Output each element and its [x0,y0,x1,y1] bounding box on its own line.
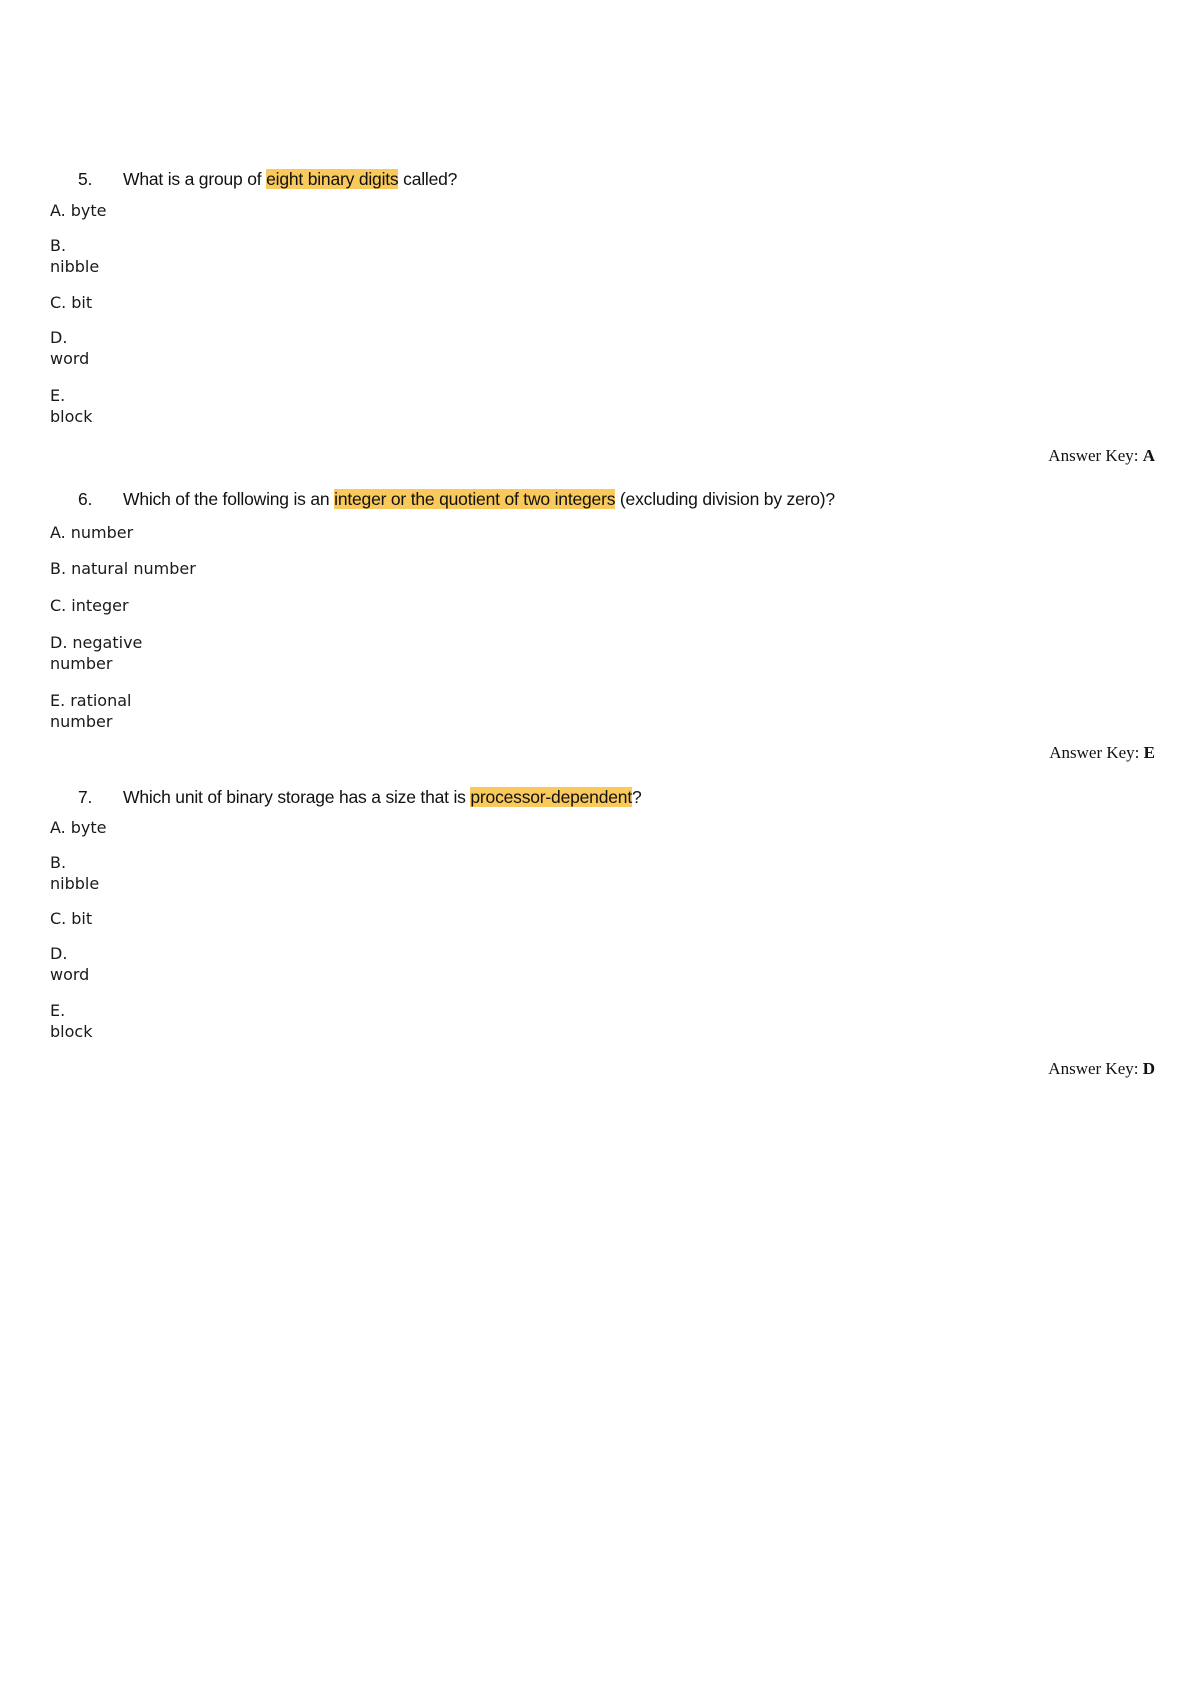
option-text: block [50,1022,93,1041]
question-text-after: called? [398,169,458,189]
option-b [50,235,99,277]
answer-key-label: Answer Key: [1049,743,1144,762]
option-text: bit [71,293,93,312]
option-letter: A. [50,818,66,837]
question-highlight: processor-dependent [470,787,632,807]
question-text-after: ? [631,787,642,807]
option-text: byte [70,201,107,220]
option-letter: E. [50,691,66,710]
option-text: nibble [50,257,100,276]
option-letter: C. [50,909,67,928]
option-letter: B. [50,559,67,578]
option-e [50,385,92,427]
option-text: word [50,965,90,984]
option-letter: A. [50,523,66,542]
option-text: bit [71,909,93,928]
option-d [50,943,89,985]
option-b [50,852,99,894]
option-letter: D. [50,944,68,963]
question-text-before: What is a group of [123,169,267,189]
question-text-before: Which of the following is an [123,489,335,509]
question-highlight: integer or the quotient of two integers [334,489,616,509]
option-text: number [70,523,134,542]
question-text-after: (excluding division by zero)? [615,489,835,509]
question-number: 7. [78,787,93,807]
option-text: word [50,349,90,368]
option-letter: D. [50,328,68,347]
option-text: natural number [71,559,196,578]
question-6-text [78,488,835,510]
option-text: rational number [50,691,132,731]
option-letter: C. [50,293,67,312]
option-a [50,817,107,838]
answer-key-label: Answer Key: [1048,1059,1143,1078]
answer-key-label: Answer Key: [1048,446,1143,465]
option-b [50,558,196,579]
question-highlight: eight binary digits [266,169,399,189]
option-c [50,908,92,929]
option-text: integer [71,596,129,615]
option-letter: A. [50,201,66,220]
answer-key [0,1058,1155,1080]
option-d [50,327,89,369]
option-d [50,632,150,674]
answer-key-value: A [1142,446,1155,465]
question-5-text [78,168,457,190]
option-letter: B. [50,853,67,872]
option-letter: D. [50,633,68,652]
option-text: byte [70,818,107,837]
question-7-text [78,786,642,808]
question-number: 5. [78,169,93,189]
answer-key [0,445,1155,467]
option-c [50,595,129,616]
option-a [50,522,133,543]
answer-key-value: E [1143,743,1155,762]
question-number: 6. [78,489,93,509]
answer-key-value: D [1142,1059,1155,1078]
option-letter: E. [50,1001,66,1020]
answer-key [0,742,1155,764]
option-text: nibble [50,874,100,893]
option-letter: C. [50,596,67,615]
option-text: block [50,407,93,426]
option-letter: E. [50,386,66,405]
option-c [50,292,92,313]
option-letter: B. [50,236,67,255]
option-text: negative number [50,633,143,673]
question-text-before: Which unit of binary storage has a size that is [123,787,471,807]
option-e [50,1000,92,1042]
option-e [50,690,150,732]
option-a [50,200,107,221]
